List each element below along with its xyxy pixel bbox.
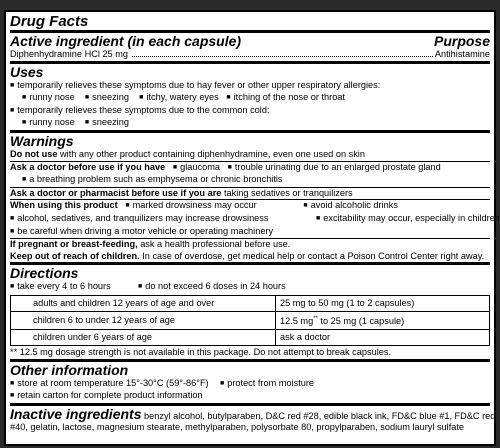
pregnant-text: ask a health professional before use.: [140, 239, 291, 250]
warnings-heading: Warnings: [10, 132, 74, 149]
active-ingredient-name: Diphenhydramine HCl 25 mg: [10, 49, 128, 59]
other-info-item: ■ retain carton for complete product information: [10, 390, 490, 403]
when-using-item: ■ excitability may occur, especially in children: [316, 213, 500, 223]
section-warnings: [10, 130, 500, 262]
symptom-item: ■ itching of the nose or throat: [226, 92, 345, 102]
when-using-item: ■ alcohol, sedatives, and tranquilizers may increase drowsiness: [10, 213, 316, 226]
table-row: [11, 295, 490, 311]
direction-item: ■ take every 4 to 6 hours: [10, 281, 138, 294]
directions-heading: Directions: [10, 265, 79, 282]
ask-doctor: [10, 161, 490, 175]
uses-line-2: ■ temporarily relieves these symptoms due to the common cold:: [10, 105, 490, 118]
purpose-heading: Purpose: [433, 33, 490, 49]
ask-pharmacist: [10, 187, 490, 200]
other-info-item: ■ protect from moisture: [220, 378, 314, 388]
dose-value: to 25 mg (1 capsule): [317, 315, 405, 326]
ask-doctor-bold: Ask a doctor before use if you have: [10, 161, 166, 172]
directions-footnote: ** 12.5 mg dosage strength is not available in this package. Do not attempt to break capsules.: [10, 346, 391, 357]
inactive-text: benzyl alcohol, butylparaben, D&C red #28, edible black ink, FD&C blue #1, FD&C red: [144, 410, 496, 421]
pregnant-warning: [10, 238, 490, 251]
table-cell: children under 6 years of age: [11, 329, 276, 345]
uses-heading: Uses: [10, 63, 44, 80]
table-row: [11, 311, 490, 329]
table-cell: [276, 311, 490, 329]
keep-out-bold: Keep out of reach of children.: [10, 250, 140, 261]
pregnant-bold: If pregnant or breast-feeding,: [10, 239, 138, 250]
table-cell: adults and children 12 years of age and over: [11, 295, 276, 311]
footnote-marker: **: [313, 315, 318, 322]
table-cell: ask a doctor: [276, 329, 490, 345]
keep-out-text: In case of overdose, get medical help or contact a Poison Control Center right away.: [142, 250, 485, 261]
table-cell: 25 mg to 50 mg (1 to 2 capsules): [276, 295, 490, 311]
drug-facts-panel: [4, 10, 500, 446]
leader-dots: [132, 56, 433, 57]
ask-pharmacist-text: taking sedatives or tranquilizers: [223, 187, 353, 198]
drug-facts-title: Drug Facts: [10, 13, 89, 30]
table-row: [11, 329, 490, 345]
ask-doctor-item: ■ a breathing problem such as emphysema or chronic bronchitis: [10, 174, 490, 187]
section-other-information: [10, 359, 490, 403]
other-info-item: ■ store at room temperature 15°-30°C (59°-86°F): [10, 378, 220, 391]
when-using-row-2: [10, 212, 500, 226]
section-uses: [10, 61, 490, 130]
do-not-use-bold: Do not use: [10, 148, 58, 159]
inactive-heading: Inactive ingredients: [10, 405, 142, 422]
table-cell: children 6 to under 12 years of age: [11, 311, 276, 329]
purpose-value: Antihistamine: [434, 49, 490, 59]
do-not-use: [10, 149, 490, 161]
ask-doctor-item: ■ trouble urinating due to an enlarged prostate gland: [228, 162, 441, 172]
when-using-item: ■ avoid alcoholic drinks: [303, 200, 398, 210]
symptom-item: ■ runny nose: [22, 92, 75, 102]
when-using-item: ■ marked drowsiness may occur: [125, 200, 303, 213]
direction-item: ■ do not exceed 6 doses in 24 hours: [138, 281, 286, 291]
section-directions: [10, 262, 490, 358]
symptom-item: ■ itchy, watery eyes: [139, 92, 219, 102]
when-using-item: ■ be careful when driving a motor vehicle or operating machinery: [10, 226, 490, 239]
other-info-heading: Other information: [10, 361, 129, 378]
symptom-item: ■ sneezing: [85, 117, 129, 127]
dosage-table: [10, 295, 490, 346]
when-using-bold: When using this product: [10, 200, 118, 211]
dose-value: 12.5 mg: [280, 315, 314, 326]
keep-out-of-reach: [10, 251, 490, 263]
do-not-use-text: with any other product containing diphenhydramine, even one used on skin: [60, 148, 365, 159]
ask-pharmacist-bold: Ask a doctor or pharmacist before use if you are: [10, 187, 222, 198]
symptom-item: ■ sneezing: [85, 92, 129, 102]
when-using: [10, 199, 490, 213]
symptom-item: ■ runny nose: [22, 117, 75, 127]
active-ingredient-heading: Active ingredient (in each capsule): [10, 33, 242, 49]
section-inactive-ingredients: [10, 403, 496, 434]
uses-line-1: ■ temporarily relieves these symptoms due to hay fever or other upper respiratory allergies:: [10, 80, 490, 93]
section-active-ingredient: [10, 30, 490, 61]
inactive-text: #40, gelatin, lactose, magnesium stearate, methylparaben, polysorbate 80, propylparaben, sodium lauryl sulfate: [10, 422, 465, 433]
ask-doctor-item: ■ glaucoma: [173, 162, 220, 172]
